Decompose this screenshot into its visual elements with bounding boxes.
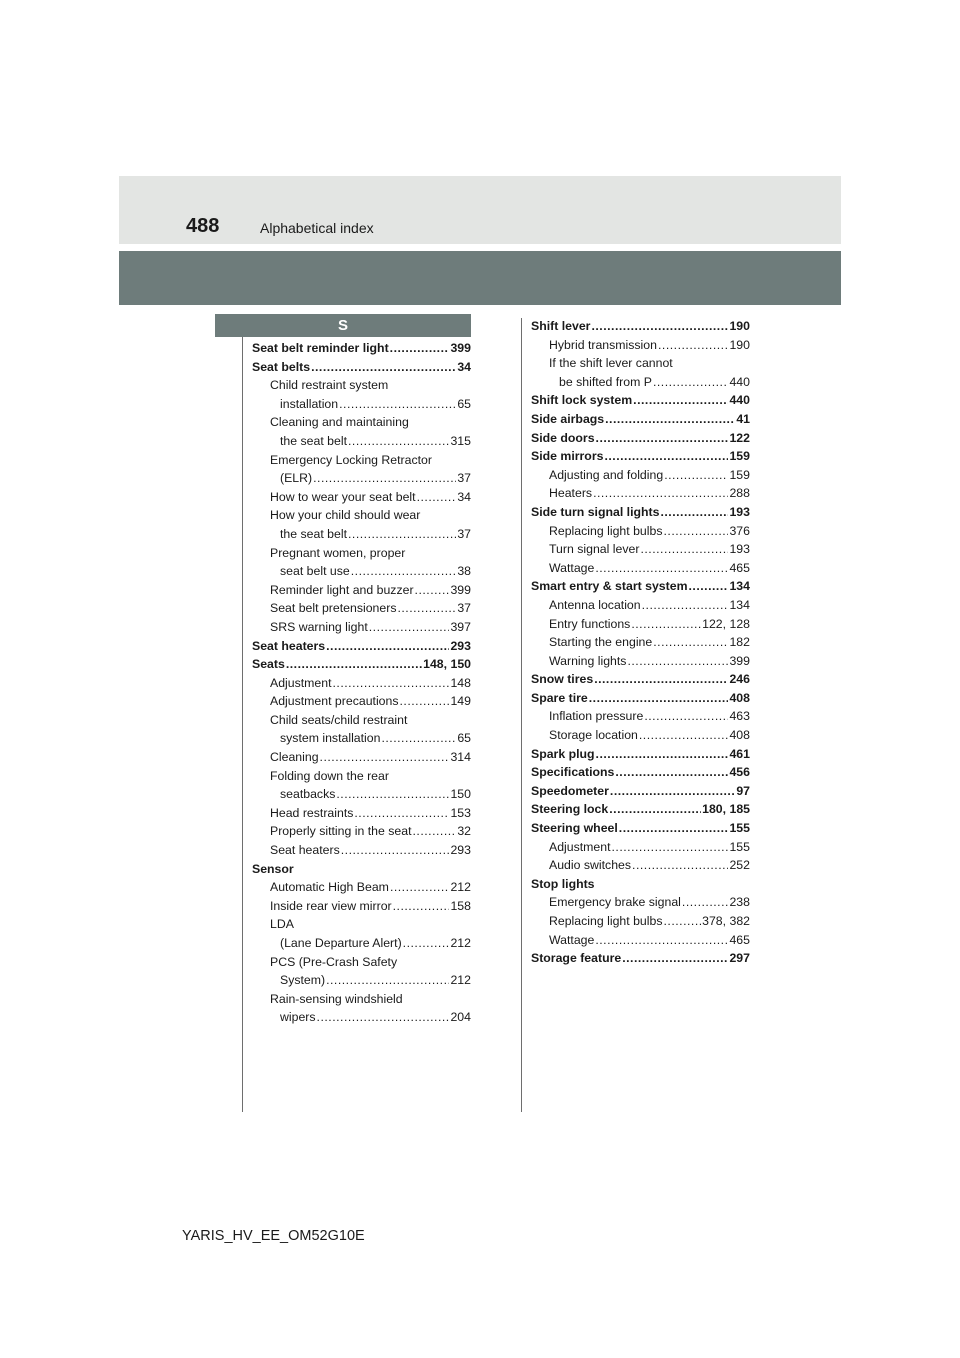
entry-label: Seat belt pretensioners: [270, 601, 397, 616]
entry-page-ref: 252: [729, 858, 750, 873]
entry-label: LDA: [270, 917, 294, 932]
entry-page-ref: 465: [729, 932, 750, 947]
index-entry: [531, 577, 750, 596]
page-number: 488: [186, 215, 220, 237]
header-band: [119, 176, 841, 244]
leader-dots: [390, 878, 450, 897]
leader-dots: [336, 785, 449, 804]
entry-label: the seat belt: [280, 433, 347, 448]
entry-page-ref: 212: [450, 880, 471, 895]
leader-dots: [644, 707, 728, 726]
entry-page-ref: 293: [450, 843, 471, 858]
index-subentry: [252, 692, 471, 711]
entry-page-ref: 37: [457, 526, 471, 541]
entry-label: Inside rear view mirror: [270, 898, 392, 913]
entry-label: Steering lock: [531, 802, 609, 817]
index-entry: [252, 339, 471, 358]
entry-label: Adjustment precautions: [270, 694, 399, 709]
leader-dots: [642, 596, 729, 615]
entry-label: Properly sitting in the seat: [270, 824, 412, 839]
leader-dots: [313, 469, 456, 488]
leader-dots: [595, 931, 728, 950]
leader-dots: [604, 447, 728, 466]
leader-dots: [351, 562, 457, 581]
entry-page-ref: 465: [729, 560, 750, 575]
index-subentry: [252, 971, 471, 990]
center-column-divider: [521, 318, 522, 1112]
entry-page-ref: 376: [729, 523, 750, 538]
entry-label: System): [280, 973, 326, 988]
entry-label: Head restraints: [270, 805, 354, 820]
entry-page-ref: 155: [729, 821, 750, 836]
leader-dots: [596, 745, 729, 764]
index-subentry: [252, 897, 471, 916]
entry-page-ref: 288: [729, 486, 750, 501]
index-entry: [531, 410, 750, 429]
entry-label: installation: [280, 396, 339, 411]
index-subentry: [531, 336, 750, 355]
index-entry: [252, 860, 471, 879]
entry-label: Sensor: [252, 861, 294, 876]
leader-dots: [591, 317, 728, 336]
index-subentry: [531, 726, 750, 745]
index-subentry: [252, 599, 471, 618]
entry-page-ref: 440: [729, 393, 750, 408]
entry-page-ref: 440: [729, 374, 750, 389]
index-entry: [531, 763, 750, 782]
entry-label: Snow tires: [531, 672, 594, 687]
entry-label: Child seats/child restraint: [270, 712, 408, 727]
index-subentry: [252, 506, 471, 525]
index-subentry: [531, 354, 750, 373]
index-entry: [531, 447, 750, 466]
leader-dots: [640, 540, 728, 559]
entry-label: Spare tire: [531, 690, 588, 705]
entry-page-ref: 158: [450, 898, 471, 913]
index-subentry: [252, 878, 471, 897]
leader-dots: [354, 804, 449, 823]
leader-dots: [589, 689, 729, 708]
entry-page-ref: 190: [729, 319, 750, 333]
leader-dots: [415, 581, 450, 600]
leader-dots: [653, 633, 728, 652]
leader-dots: [596, 429, 729, 448]
page-title: Alphabetical index: [260, 220, 374, 236]
leader-dots: [682, 893, 729, 912]
index-entry: [531, 819, 750, 838]
leader-dots: [390, 339, 450, 358]
entry-label: Audio switches: [549, 858, 632, 873]
entry-page-ref: 193: [729, 504, 750, 519]
entry-page-ref: 34: [457, 489, 471, 504]
index-subentry: [252, 674, 471, 693]
leader-dots: [593, 484, 728, 503]
index-subentry: [531, 652, 750, 671]
entry-label: Storage location: [549, 728, 638, 743]
leader-dots: [619, 819, 729, 838]
entry-page-ref: 41: [736, 411, 750, 426]
entry-page-ref: 293: [450, 638, 471, 653]
entry-page-ref: 149: [450, 694, 471, 709]
index-subentry: [531, 484, 750, 503]
entry-label: Smart entry & start system: [531, 579, 688, 594]
entry-label: Turn signal lever: [549, 542, 640, 557]
index-subentry: [252, 525, 471, 544]
entry-page-ref: 65: [457, 731, 471, 746]
entry-page-ref: 408: [729, 728, 750, 743]
index-entry: [531, 503, 750, 522]
leader-dots: [664, 466, 728, 485]
leader-dots: [622, 949, 728, 968]
index-subentry: [252, 432, 471, 451]
entry-label: Emergency brake signal: [549, 895, 681, 910]
entry-label: Side mirrors: [531, 449, 604, 464]
entry-page-ref: 397: [450, 619, 471, 634]
entry-label: Replacing light bulbs: [549, 523, 663, 538]
leader-dots: [639, 726, 729, 745]
entry-label: Rain-sensing windshield: [270, 991, 403, 1006]
entry-page-ref: 408: [729, 690, 750, 705]
entry-label: How to wear your seat belt: [270, 489, 416, 504]
entry-label: seat belt use: [280, 564, 350, 579]
entry-page-ref: 134: [729, 597, 750, 612]
index-entry: [531, 800, 750, 819]
entry-page-ref: 297: [729, 951, 750, 966]
entry-page-ref: 212: [450, 936, 471, 950]
index-subentry: [531, 540, 750, 559]
entry-page-ref: 238: [729, 895, 750, 910]
index-entry: [531, 949, 750, 968]
index-subentry: [531, 373, 750, 392]
index-subentry: [252, 822, 471, 841]
leader-dots: [632, 856, 728, 875]
leader-dots: [397, 599, 456, 618]
entry-page-ref: 37: [457, 471, 471, 486]
entry-label: seatbacks: [280, 787, 336, 802]
entry-page-ref: 153: [450, 805, 471, 820]
leader-dots: [413, 822, 457, 841]
entry-label: Child restraint system: [270, 378, 389, 393]
entry-label: Adjustment: [270, 675, 332, 690]
entry-page-ref: 148: [450, 675, 471, 690]
entry-label: Cleaning: [270, 750, 319, 765]
entry-label: Folding down the rear: [270, 768, 389, 783]
leader-dots: [403, 934, 450, 953]
entry-label: Wattage: [549, 560, 595, 575]
entry-label: Antenna location: [549, 597, 641, 612]
entry-label: Seat belts: [252, 359, 311, 374]
entry-label: Adjustment: [549, 839, 611, 854]
leader-dots: [609, 800, 701, 819]
leader-dots: [348, 525, 456, 544]
index-subentry: [531, 856, 750, 875]
entry-page-ref: 122: [729, 430, 750, 445]
entry-label: Pregnant women, proper: [270, 545, 406, 560]
leader-dots: [610, 782, 735, 801]
entry-label: Side turn signal lights: [531, 504, 660, 519]
entry-page-ref: 378, 382: [702, 914, 750, 928]
leader-dots: [653, 373, 729, 392]
index-subentry: [252, 581, 471, 600]
leader-dots: [658, 336, 728, 355]
index-subentry: [252, 562, 471, 581]
entry-label: Automatic High Beam: [270, 880, 389, 895]
entry-page-ref: 34: [457, 359, 471, 374]
entry-label: Entry functions: [549, 616, 631, 631]
leader-dots: [627, 652, 728, 671]
index-subentry: [531, 931, 750, 950]
index-subentry: [252, 767, 471, 786]
leader-dots: [320, 748, 450, 767]
document-code: YARIS_HV_EE_OM52G10E: [182, 1228, 365, 1244]
entry-label: Spark plug: [531, 746, 595, 761]
entry-page-ref: 134: [729, 579, 750, 594]
index-subentry: [531, 596, 750, 615]
index-subentry: [252, 544, 471, 563]
leader-dots: [286, 655, 422, 674]
index-entry: [531, 689, 750, 708]
entry-label: system installation: [280, 731, 381, 746]
entry-label: (Lane Departure Alert): [280, 936, 402, 950]
entry-label: Shift lever: [531, 319, 591, 333]
index-subentry: [252, 711, 471, 730]
entry-page-ref: 150: [450, 787, 471, 802]
leader-dots: [311, 358, 456, 377]
entry-label: If the shift lever cannot: [549, 356, 673, 371]
entry-label: Heaters: [549, 486, 593, 501]
entry-label: Seats: [252, 657, 285, 672]
index-subentry: [531, 559, 750, 578]
index-entry: [531, 745, 750, 764]
entry-label: Seat belt reminder light: [252, 341, 389, 355]
index-entry: [531, 875, 750, 894]
leader-dots: [663, 912, 701, 931]
index-subentry: [252, 804, 471, 823]
entry-page-ref: 315: [450, 433, 471, 448]
index-subentry: [252, 934, 471, 953]
entry-page-ref: 212: [450, 973, 471, 988]
index-subentry: [252, 785, 471, 804]
index-subentry: [252, 1008, 471, 1027]
index-entry: [252, 655, 471, 674]
entry-page-ref: 193: [729, 542, 750, 557]
entry-label: Speedometer: [531, 783, 609, 798]
leader-dots: [631, 615, 701, 634]
index-entry: [252, 358, 471, 377]
index-subentry: [252, 395, 471, 414]
index-subentry: [531, 466, 750, 485]
leader-dots: [339, 395, 456, 414]
index-subentry: [252, 451, 471, 470]
entry-page-ref: 180, 185: [702, 802, 750, 817]
entry-label: (ELR): [280, 471, 313, 486]
leader-dots: [595, 559, 728, 578]
index-subentry: [252, 953, 471, 972]
left-column-divider: [242, 337, 243, 1112]
leader-dots: [633, 391, 728, 410]
entry-label: How your child should wear: [270, 508, 421, 523]
entry-page-ref: 399: [729, 653, 750, 668]
leader-dots: [605, 410, 735, 429]
entry-page-ref: 190: [729, 337, 750, 352]
index-entry: [531, 391, 750, 410]
index-subentry: [531, 707, 750, 726]
entry-label: wipers: [280, 1010, 316, 1025]
entry-label: SRS warning light: [270, 619, 368, 634]
entry-page-ref: 148, 150: [423, 657, 471, 672]
entry-page-ref: 65: [457, 396, 471, 411]
entry-page-ref: 182: [729, 635, 750, 650]
entry-label: PCS (Pre-Crash Safety: [270, 954, 398, 969]
entry-page-ref: 399: [450, 341, 471, 355]
entry-label: Steering wheel: [531, 821, 618, 836]
index-entry: [252, 637, 471, 656]
index-subentry: [531, 893, 750, 912]
entry-page-ref: 37: [457, 601, 471, 616]
entry-page-ref: 159: [729, 467, 750, 482]
index-entry: [531, 782, 750, 801]
leader-dots: [400, 692, 450, 711]
section-letter-tab: S: [215, 314, 471, 337]
leader-dots: [326, 971, 449, 990]
index-entry: [531, 670, 750, 689]
index-subentry: [531, 615, 750, 634]
entry-label: Cleaning and maintaining: [270, 415, 409, 430]
entry-page-ref: 122, 128: [702, 616, 750, 631]
entry-label: Inflation pressure: [549, 709, 644, 724]
leader-dots: [381, 729, 456, 748]
index-subentry: [252, 618, 471, 637]
entry-label: Emergency Locking Retractor: [270, 452, 432, 467]
index-subentry: [531, 838, 750, 857]
entry-page-ref: 463: [729, 709, 750, 724]
leader-dots: [326, 637, 449, 656]
index-entry: [531, 429, 750, 448]
entry-label: Storage feature: [531, 951, 622, 966]
entry-label: Adjusting and folding: [549, 467, 664, 482]
index-column-left: [252, 339, 471, 1027]
entry-page-ref: 461: [729, 746, 750, 761]
entry-label: be shifted from P: [559, 374, 652, 389]
leader-dots: [594, 670, 728, 689]
entry-label: Seat heaters: [252, 638, 326, 653]
leader-dots: [393, 897, 450, 916]
section-band: [119, 251, 841, 305]
index-subentry: [252, 841, 471, 860]
entry-page-ref: 314: [450, 750, 471, 765]
leader-dots: [660, 503, 728, 522]
entry-label: Seat heaters: [270, 843, 340, 858]
leader-dots: [417, 488, 457, 507]
entry-label: Stop lights: [531, 876, 595, 891]
entry-page-ref: 456: [729, 765, 750, 780]
entry-label: Side airbags: [531, 411, 605, 426]
entry-page-ref: 155: [729, 839, 750, 854]
index-column-right: [531, 317, 750, 968]
entry-page-ref: 38: [457, 564, 471, 579]
entry-label: Warning lights: [549, 653, 627, 668]
leader-dots: [689, 577, 729, 596]
leader-dots: [615, 763, 728, 782]
index-subentry: [531, 912, 750, 931]
index-subentry: [252, 748, 471, 767]
entry-label: Reminder light and buzzer: [270, 582, 414, 597]
index-subentry: [252, 488, 471, 507]
index-subentry: [252, 729, 471, 748]
leader-dots: [317, 1008, 450, 1027]
entry-label: Wattage: [549, 932, 595, 947]
leader-dots: [612, 838, 729, 857]
index-subentry: [252, 376, 471, 395]
index-subentry: [252, 413, 471, 432]
entry-page-ref: 399: [450, 582, 471, 597]
leader-dots: [341, 841, 450, 860]
entry-label: Starting the engine: [549, 635, 653, 650]
leader-dots: [348, 432, 449, 451]
entry-page-ref: 32: [457, 824, 471, 839]
index-subentry: [252, 469, 471, 488]
entry-label: the seat belt: [280, 526, 347, 541]
leader-dots: [333, 674, 450, 693]
index-entry: [531, 317, 750, 336]
leader-dots: [369, 618, 450, 637]
index-subentry: [252, 915, 471, 934]
entry-label: Replacing light bulbs: [549, 914, 663, 928]
entry-label: Shift lock system: [531, 393, 633, 408]
leader-dots: [663, 522, 728, 541]
entry-label: Specifications: [531, 765, 615, 780]
entry-page-ref: 204: [450, 1010, 471, 1025]
index-subentry: [531, 633, 750, 652]
entry-label: Side doors: [531, 430, 595, 445]
index-subentry: [252, 990, 471, 1009]
entry-page-ref: 159: [729, 449, 750, 464]
entry-page-ref: 246: [729, 672, 750, 687]
index-subentry: [531, 522, 750, 541]
entry-page-ref: 97: [736, 783, 750, 798]
entry-label: Hybrid transmission: [549, 337, 657, 352]
